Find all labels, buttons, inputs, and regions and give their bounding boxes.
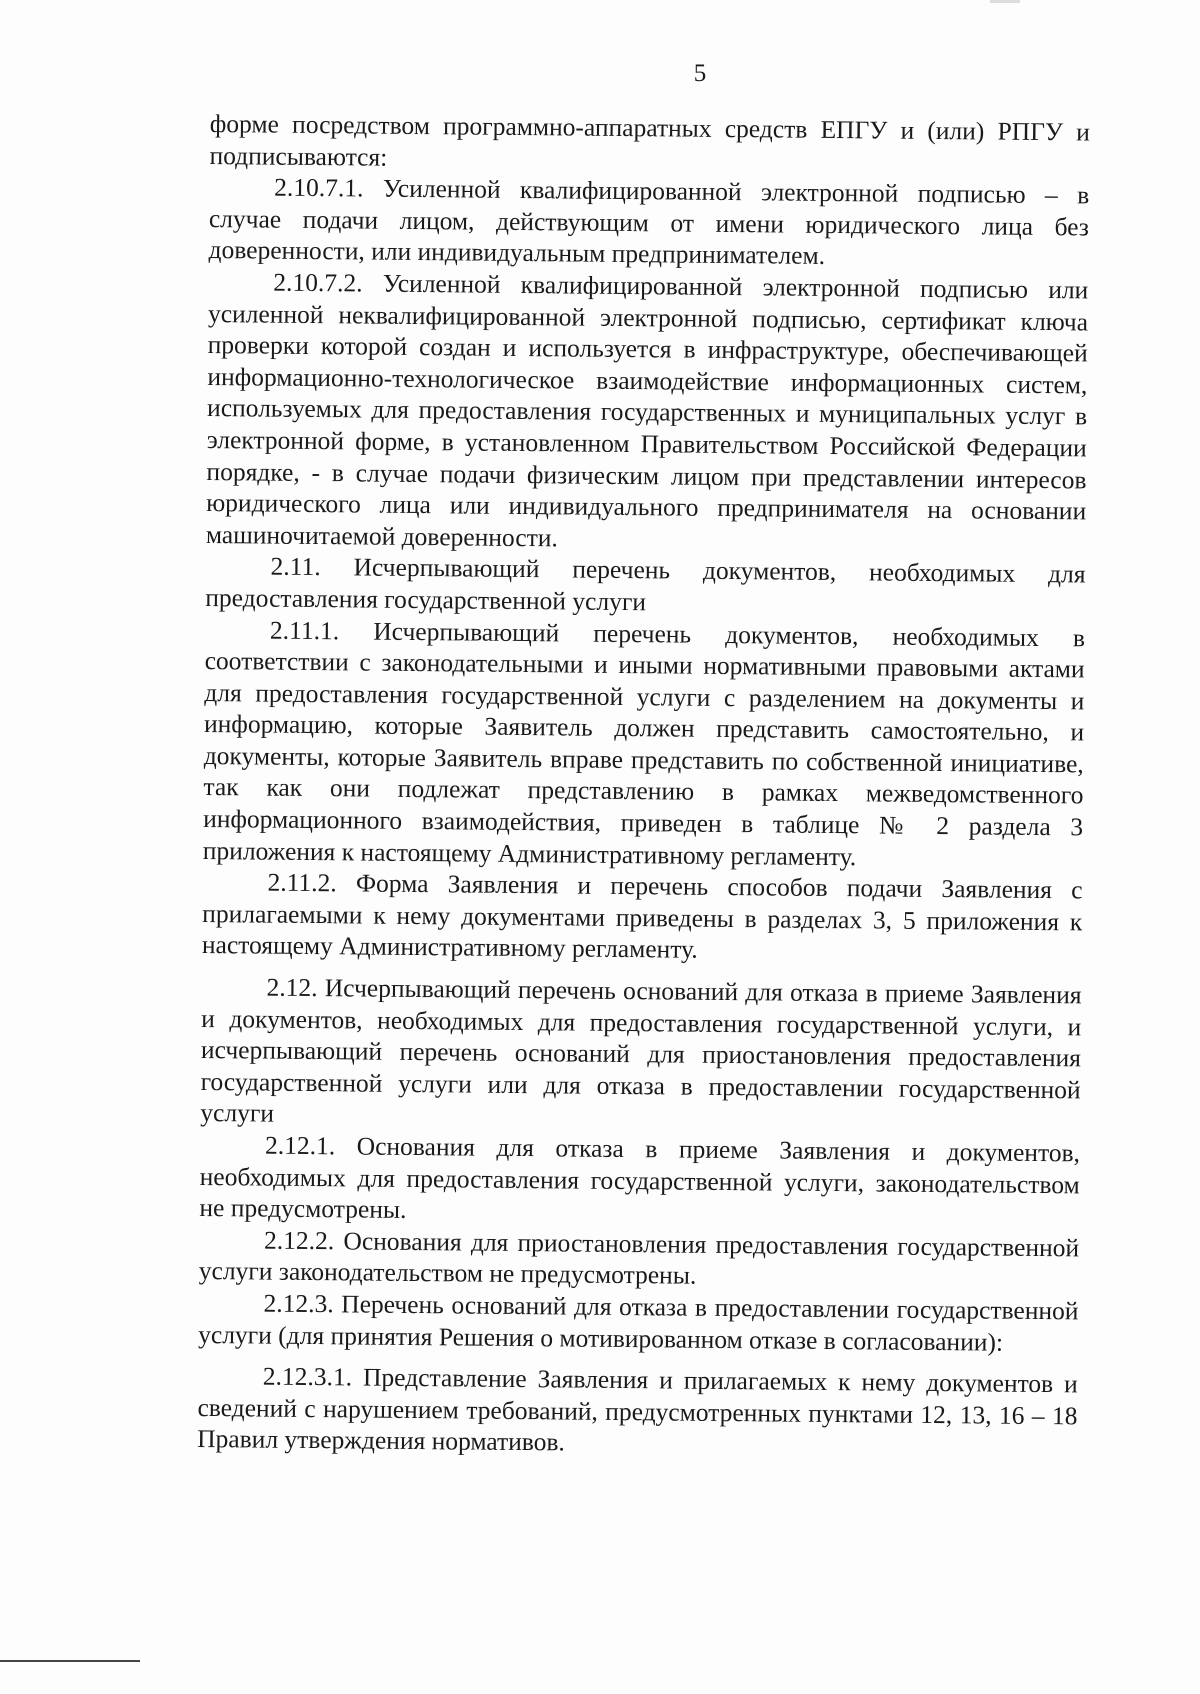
paragraph-2-12-1: 2.12.1. Основания для отказа в приеме Заявления и документов, необходимых для предоставления государственной услуги, законодательством не предусмотрены. xyxy=(199,1130,1081,1225)
heading-2-12: 2.12. Исчерпывающий перечень оснований для отказа в приеме Заявления и документов, необходимых для предоставления государственной услуги, и исчерпывающий перечень оснований для приостановления предоставления государственной услуги или для отказа в предоставлении государственной услуги xyxy=(200,972,1082,1129)
paragraph-2-12-3: 2.12.3. Перечень оснований для отказа в предоставлении государственной услуги (для принятия Решения о мотивированном отказе в согласовании): xyxy=(198,1288,1079,1357)
paragraph-continuation: форме посредством программно-аппаратных средств ЕПГУ и (или) РПГУ и подписываются: xyxy=(209,108,1090,172)
paragraph-2-10-7-1: 2.10.7.1. Усиленной квалифицированной электронной подписью – в случае подачи лицом, действующим от имени юридического лица без доверенности, или индивидуальным предпринимателем. xyxy=(208,172,1090,271)
page-number: 5 xyxy=(693,60,707,87)
scan-edge-line xyxy=(0,1660,140,1662)
paragraph-2-12-3-1: 2.12.3.1. Представление Заявления и прилагаемых к нему документов и сведений с нарушением требований, предусмотренных пунктами 12, 13, 16 – 18 Правил утверждения нормативов. xyxy=(197,1361,1078,1457)
paragraph-2-10-7-2: 2.10.7.2. Усиленной квалифицированной электронной подписью или усиленной неквалифицированной электронной подписью, сертификат ключа проверки которой создан и используется в инфраструктуре, обеспечивающей информационно-технологическое взаимодействие информационных систем, используемых для предоставления государственных и муниципальных услуг в электронной форме, в установленном Правительством Российской Федерации порядке, - в случае подачи физическим лицом при представлении интересов юридического лица или индивидуального предпринимателя на основании машиночитаемой доверенности. xyxy=(205,267,1089,553)
document-body xyxy=(197,108,1090,1463)
paragraph-2-11-1: 2.11.1. Исчерпывающий перечень документов, необходимых в соответствии с законодательными и иными нормативными правовыми актами для предоставления государственной услуги с разделением на документы и информацию, которые Заявитель должен представить самостоятельно, и документы, которые Заявитель вправе представить по собственной инициативе, так как они подлежат представлению в рамках межведомственного информационного взаимодействия, приведен в таблице № 2 раздела 3 приложения к настоящему Административному регламенту. xyxy=(202,615,1086,871)
paragraph-2-11-2: 2.11.2. Форма Заявления и перечень способов подачи Заявления с прилагаемыми к нему документами приведены в разделах 3, 5 приложения к настоящему Административному регламенту. xyxy=(201,867,1083,965)
heading-2-11: 2.11. Исчерпывающий перечень документов, необходимых для предоставления государственной услуги xyxy=(205,551,1086,617)
scan-mark xyxy=(990,0,1020,3)
paragraph-2-12-2: 2.12.2. Основания для приостановления предоставления государственной услуги законодательством не предусмотрены. xyxy=(198,1225,1080,1291)
